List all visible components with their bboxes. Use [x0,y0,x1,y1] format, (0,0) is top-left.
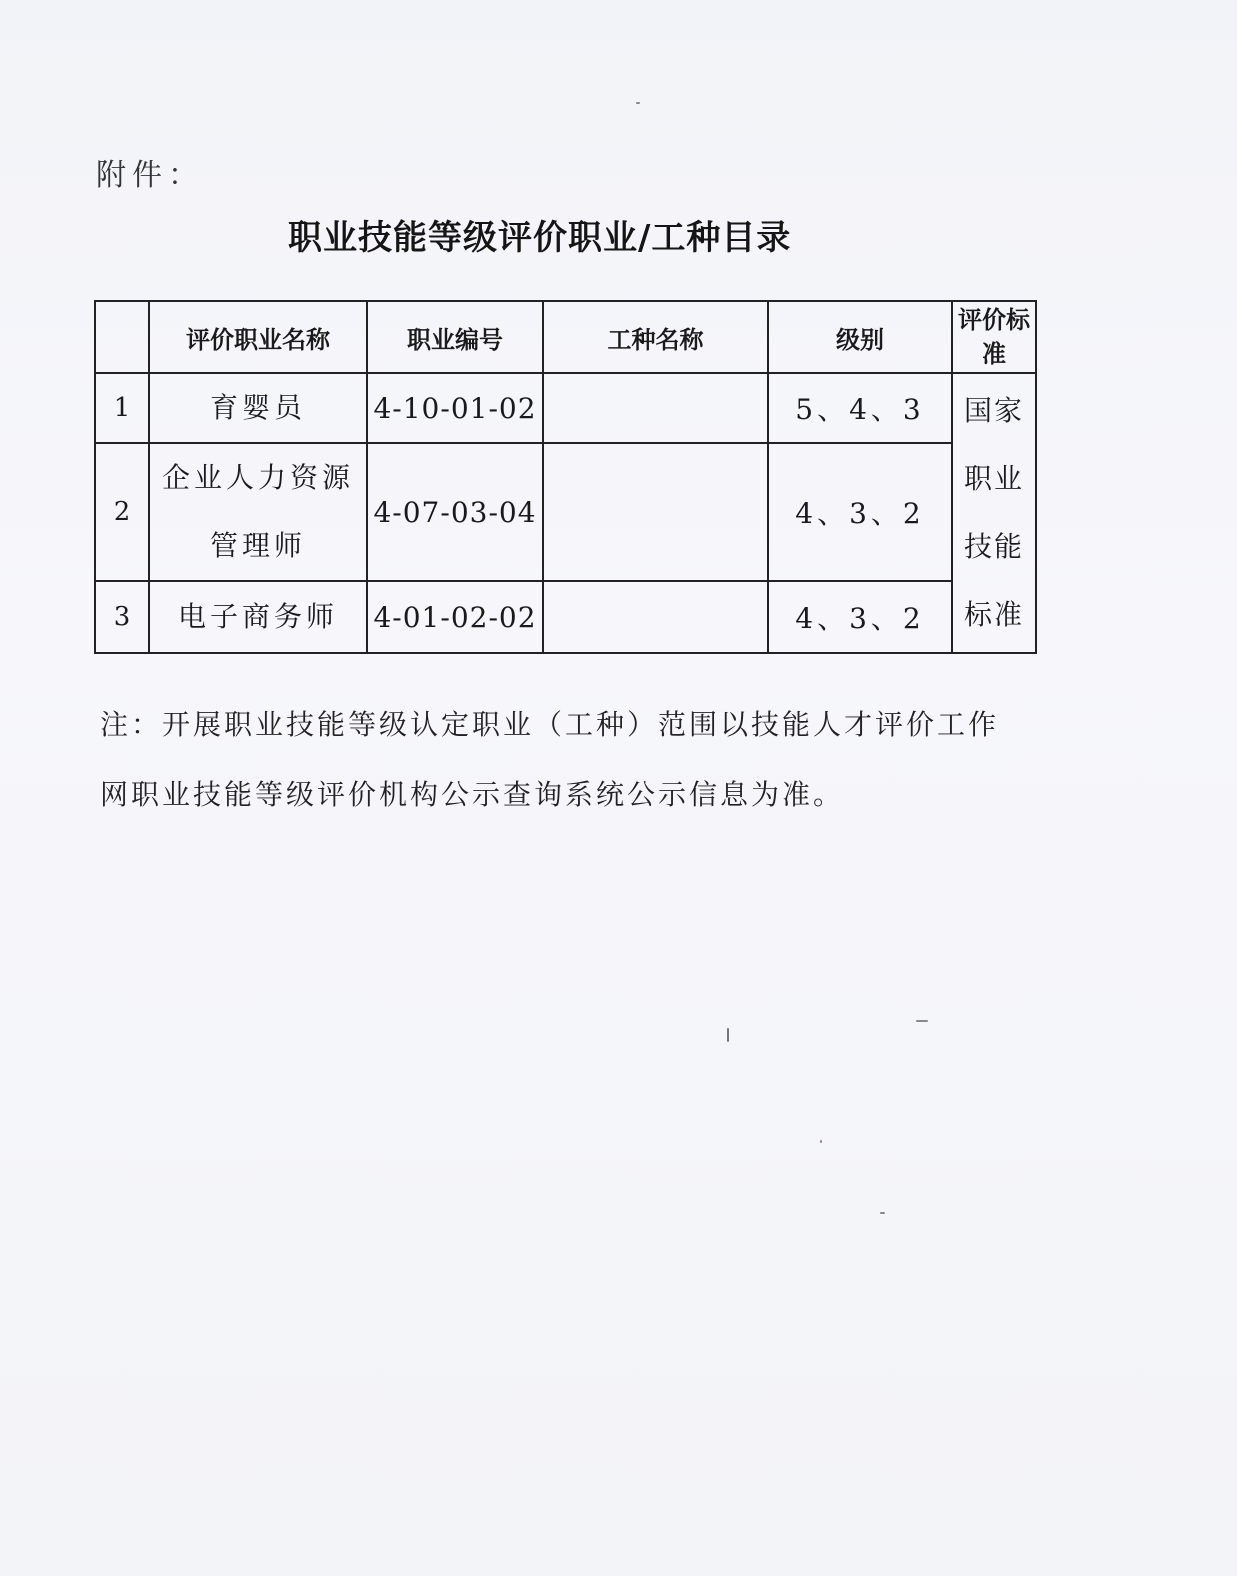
row-occupation-code: 4-07-03-04 [367,443,543,581]
eval-standard-cell: 国家职业技能标准 [952,373,1036,653]
header-occupation-code: 职业编号 [367,301,543,373]
scan-speck [636,102,640,104]
table-header-row [95,301,1036,373]
attachment-label: 附件： [96,158,204,193]
table-row [95,443,1036,581]
occupation-table-container [94,300,1037,654]
row-level: 4、3、2 [768,443,952,581]
row-occupation-name: 电子商务师 [149,581,367,653]
occupation-table [94,300,1037,654]
page-title: 职业技能等级评价职业/工种目录 [288,218,792,258]
header-level: 级别 [768,301,952,373]
header-job-type-name: 工种名称 [543,301,768,373]
table-row [95,373,1036,443]
header-occupation-name: 评价职业名称 [149,301,367,373]
header-index [95,301,149,373]
row-occupation-name: 育婴员 [149,373,367,443]
row-level: 4、3、2 [768,581,952,653]
table-row [95,581,1036,653]
row-job-type-name [543,581,768,653]
header-eval-standard: 评价标准 [952,301,1036,373]
row-job-type-name [543,373,768,443]
scan-speck [880,1212,885,1214]
row-index: 1 [95,373,149,443]
row-job-type-name [543,443,768,581]
row-occupation-name: 企业人力资源管理师 [149,443,367,581]
row-level: 5、4、3 [768,373,952,443]
scan-speck [727,1028,729,1042]
footnote: 注：开展职业技能等级认定职业（工种）范围以技能人才评价工作网职业技能等级评价机构公示查询系统公示信息为准。 [100,708,1000,811]
row-index: 3 [95,581,149,653]
row-occupation-code: 4-01-02-02 [367,581,543,653]
row-occupation-code: 4-10-01-02 [367,373,543,443]
row-index: 2 [95,443,149,581]
scan-speck [916,1020,928,1022]
scan-speck [820,1140,822,1143]
